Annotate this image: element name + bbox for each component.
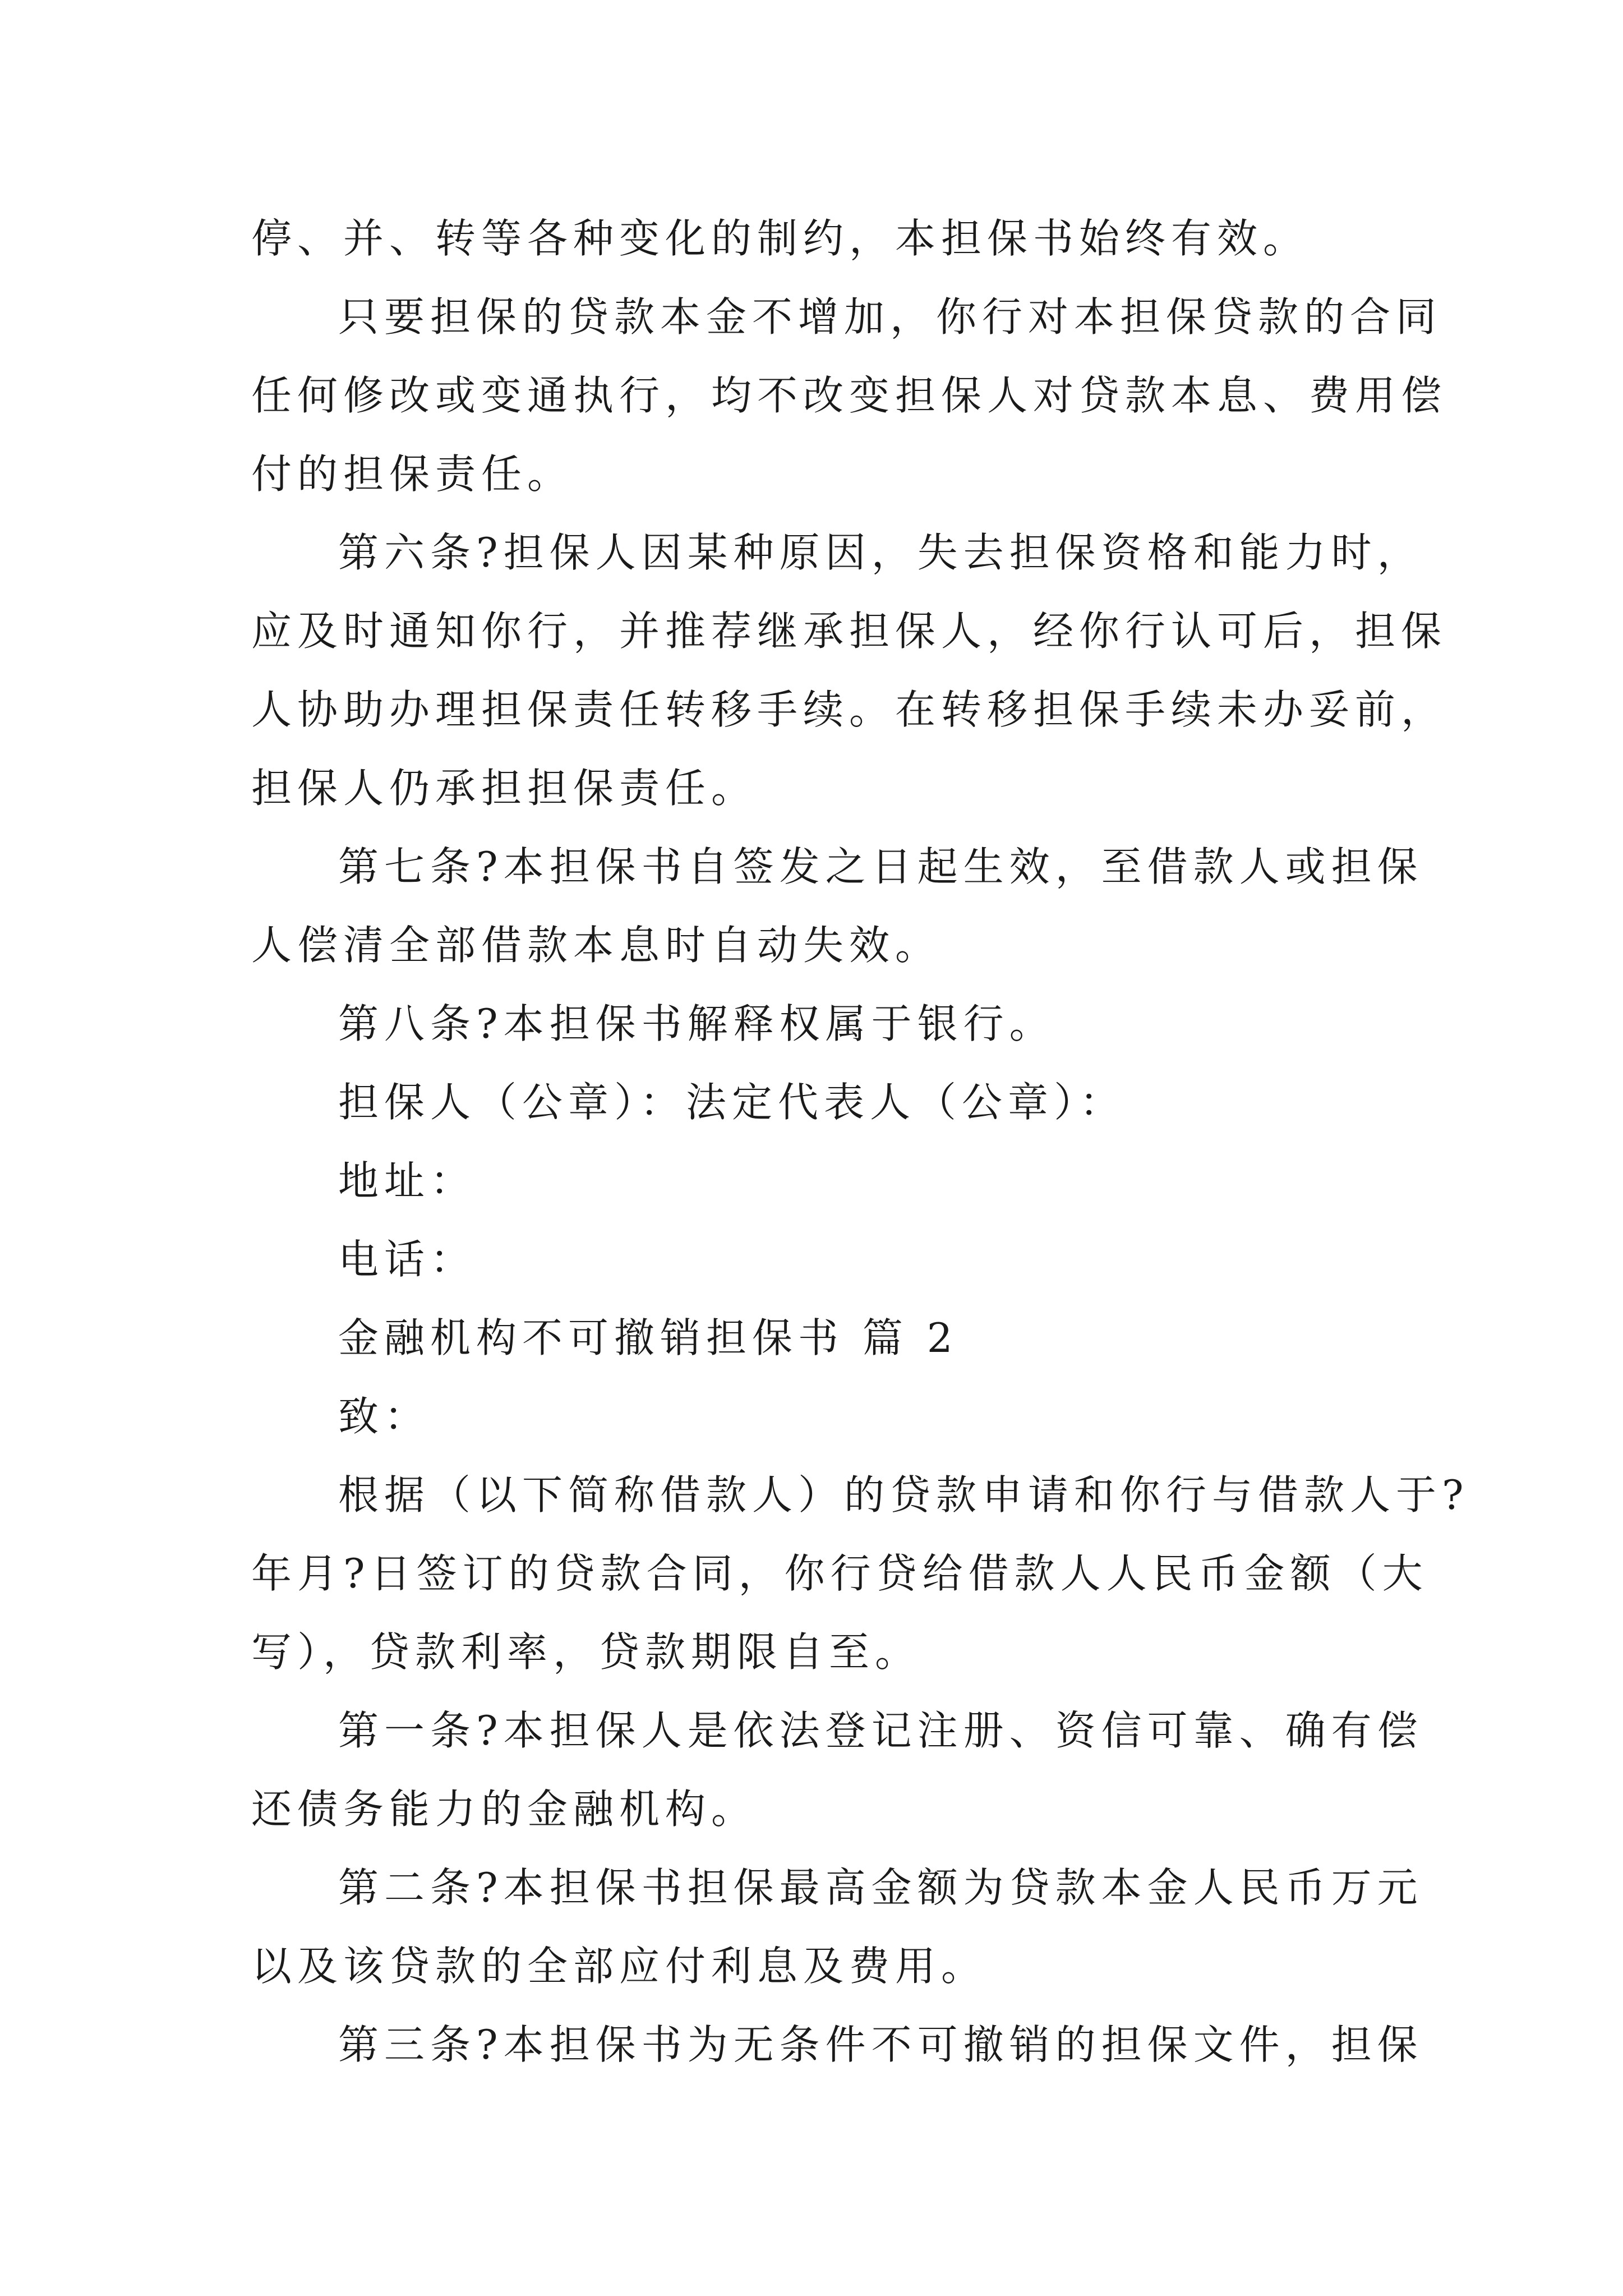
phone-label: 电话： [338, 1236, 477, 1283]
article-2-line: 第二条?本担保书担保最高金额为贷款本金人民币万元 [338, 1864, 1423, 1911]
paragraph-line: 根据（以下简称借款人）的贷款申请和你行与借款人于? [338, 1471, 1469, 1519]
paragraph-line: 还债务能力的金融机构。 [251, 1786, 758, 1833]
address-label: 地址： [338, 1157, 477, 1204]
paragraph-line: 任何修改或变通执行，均不改变担保人对贷款本息、费用偿 [251, 372, 1447, 419]
paragraph-line: 年月?日签订的贷款合同，你行贷给借款人人民币金额（大 [251, 1550, 1428, 1597]
paragraph-line: 担保人仍承担担保责任。 [251, 765, 758, 812]
article-7-line: 第七条?本担保书自签发之日起生效，至借款人或担保 [338, 843, 1423, 890]
paragraph-line: 付的担保责任。 [251, 450, 574, 498]
salutation: 致： [338, 1393, 431, 1440]
paragraph-line: 只要担保的贷款本金不增加，你行对本担保贷款的合同 [338, 293, 1442, 341]
article-6-line: 第六条?担保人因某种原因，失去担保资格和能力时， [338, 529, 1423, 576]
section-title: 金融机构不可撤销担保书 篇 2 [338, 1314, 958, 1361]
paragraph-line: 以及该贷款的全部应付利息及费用。 [251, 1943, 988, 1990]
article-1-line: 第一条?本担保人是依法登记注册、资信可靠、确有偿 [338, 1707, 1423, 1754]
paragraph-line: 写），贷款利率，贷款期限自至。 [251, 1628, 921, 1676]
paragraph-line: 人偿清全部借款本息时自动失效。 [251, 922, 942, 969]
article-8-line: 第八条?本担保书解释权属于银行。 [338, 1000, 1055, 1047]
paragraph-line: 应及时通知你行，并推荐继承担保人，经你行认可后，担保 [251, 608, 1447, 655]
article-3-line: 第三条?本担保书为无条件不可撤销的担保文件，担保 [338, 2021, 1423, 2068]
guarantor-signature-line: 担保人（公章）：法定代表人（公章）： [338, 1079, 1126, 1126]
paragraph-line: 停、并、转等各种变化的制约，本担保书始终有效。 [251, 215, 1310, 262]
paragraph-line: 人协助办理担保责任转移手续。在转移担保手续未办妥前， [251, 686, 1447, 733]
